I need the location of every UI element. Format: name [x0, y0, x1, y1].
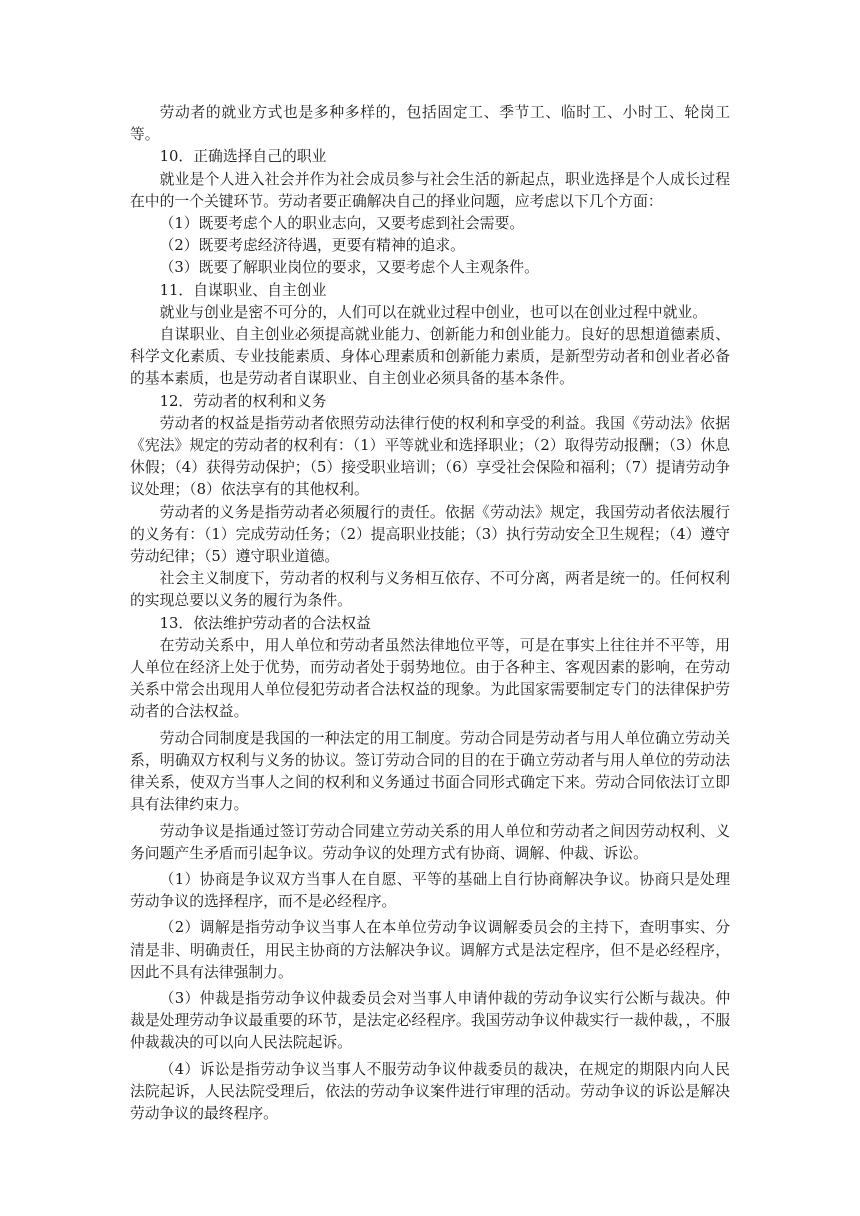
- list-item: （1）协商是争议双方当事人在自愿、平等的基础上自行协商解决争议。协商只是处理劳动争议的选择程序，而不是必经程序。: [130, 870, 730, 911]
- section-heading-13: 13．依法维护劳动者的合法权益: [159, 614, 371, 632]
- list-item: （3）仲裁是指劳动争议仲裁委员会对当事人申请仲裁的劳动争议实行公断与裁决。仲裁是处理劳动争议最重要的环节，是法定必经程序。我国劳动争议仲裁实行一裁仲裁，，不服仲裁裁决的可以向人民法院起诉。: [130, 989, 730, 1052]
- paragraph: 就业是个人进入社会并作为社会成员参与社会生活的新起点，职业选择是个人成长过程在中的一个关键环节。劳动者要正确解决自己的择业问题，应考虑以下几个方面：: [130, 170, 730, 210]
- paragraph: 劳动争议是指通过签订劳动合同建立劳动关系的用人单位和劳动者之间因劳动权利、义务问题产生矛盾而引起争议。劳动争议的处理方式有协商、调解、仲裁、诉讼。: [130, 822, 730, 862]
- list-item: （2）调解是指劳动争议当事人在本单位劳动争议调解委员会的主持下，查明事实、分清是非、明确责任，用民主协商的方法解决争议。调解方式是法定程序，但不是必经程序，因此不具有法律强制力。: [130, 919, 730, 981]
- section-heading-10: 10．正确选择自己的职业: [159, 148, 327, 166]
- list-item: （1）既要考虑个人的职业志向，又要考虑到社会需要。: [159, 215, 525, 233]
- list-item: （4）诉讼是指劳动争议当事人不服劳动争议仲裁委员的裁决，在规定的期限内向人民法院起诉，人民法院受理后，依法的劳动争议案件进行审理的活动。劳动争议的诉讼是解决劳动争议的最终程序。: [130, 1060, 730, 1122]
- paragraph: 劳动者的就业方式也是多种多样的，包括固定工、季节工、临时工、小时工、轮岗工等。: [130, 104, 730, 144]
- paragraph: 劳动者的义务是指劳动者必须履行的责任。依据《劳动法》规定，我国劳动者依法履行的义务有：（1）完成劳动任务；（2）提高职业技能；（3）执行劳动安全卫生规程；（4）遵守劳动纪律；（5）遵守职业道德。: [130, 503, 730, 566]
- paragraph: 自谋职业、自主创业必须提高就业能力、创新能力和创业能力。良好的思想道德素质、科学文化素质、专业技能素质、身体心理素质和创新能力素质，是新型劳动者和创业者必备的基本素质，也是劳动者自谋职业、自主创业必须具备的基本条件。: [130, 326, 730, 388]
- section-heading-12: 12．劳动者的权利和义务: [159, 392, 327, 410]
- paragraph: 劳动者的权益是指劳动者依照劳动法律行使的权利和享受的利益。我国《劳动法》依据《宪法》规定的劳动者的权利有：（1）平等就业和选择职业；（2）取得劳动报酬；（3）休息休假；（4）获得劳动保护；（5）接受职业培训；（6）享受社会保险和福利；（7）提请劳动争议处理；（8）依法享有的其他权利。: [130, 414, 730, 499]
- document-page: [130, 102, 730, 1125]
- paragraph: 社会主义制度下，劳动者的权利与义务相互依存、不可分离，两者是统一的。任何权利的实现总要以义务的履行为条件。: [130, 570, 730, 610]
- paragraph: 劳动合同制度是我国的一种法定的用工制度。劳动合同是劳动者与用人单位确立劳动关系，明确双方权利与义务的协议。签订劳动合同的目的在于确立劳动者与用人单位的劳动法律关系，使双方当事人之间的权利和义务通过书面合同形式确定下来。劳动合同依法订立即具有法律约束力。: [130, 729, 730, 814]
- paragraph: 就业与创业是密不可分的，人们可以在就业过程中创业，也可以在创业过程中就业。: [159, 303, 708, 321]
- list-item: （3）既要了解职业岗位的要求，又要考虑个人主观条件。: [159, 259, 539, 277]
- paragraph: 在劳动关系中，用人单位和劳动者虽然法律地位平等，可是在事实上往往并不平等，用人单位在经济上处于优势，而劳动者处于弱势地位。由于各种主、客观因素的影响，在劳动关系中常会出现用人单位侵犯劳动者合法权益的现象。为此国家需要制定专门的法律保护劳动者的合法权益。: [130, 636, 730, 721]
- list-item: （2）既要考虑经济待遇，更要有精神的追求。: [159, 237, 465, 255]
- section-heading-11: 11．自谋职业、自主创业: [159, 281, 327, 299]
